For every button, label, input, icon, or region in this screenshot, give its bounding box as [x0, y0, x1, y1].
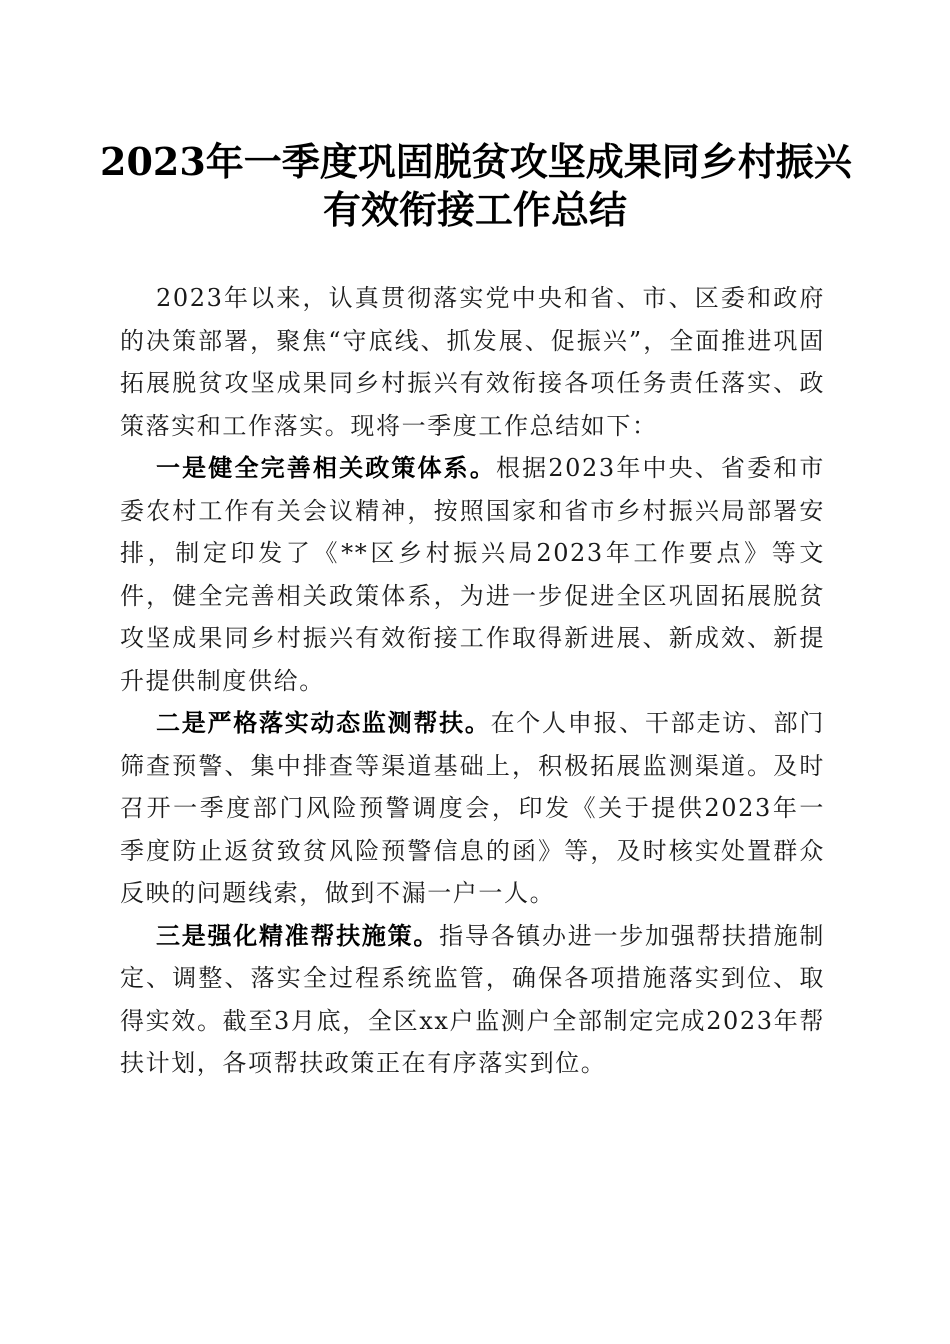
section-heading-2: 二是严格落实动态监测帮扶。 — [156, 708, 491, 737]
section-paragraph-1 — [120, 447, 825, 702]
document-title — [100, 138, 850, 234]
intro-paragraph: 2023年以来，认真贯彻落实党中央和省、市、区委和政府的决策部署，聚焦“守底线、抓发展、促振兴”，全面推进巩固拓展脱贫攻坚成果同乡村振兴有效衔接各项任务责任落实、政策落实和工作落实。现将一季度工作总结如下： — [120, 284, 825, 440]
section-heading-3: 三是强化精准帮扶施策。 — [156, 920, 440, 950]
section-paragraph-3 — [120, 915, 825, 1085]
section-text-1: 根据2023年中央、省委和市委农村工作有关会议精神，按照国家和省市乡村振兴局部署安排，制定印发了《**区乡村振兴局2023年工作要点》等文件，健全完善相关政策体系，为进一步促进全区巩固拓展脱贫攻坚成果同乡村振兴有效衔接工作取得新进展、新成效、新提升提供制度供给。 — [120, 454, 825, 695]
section-text-3: 指导各镇办进一步加强帮扶措施制定、调整、落实全过程系统监管，确保各项措施落实到位、取得实效。截至3月底，全区xx户监测户全部制定完成2023年帮扶计划，各项帮扶政策正在有序落实到位。 — [120, 921, 825, 1077]
title-line-1: 2023年一季度巩固脱贫攻坚成果同乡村振兴 — [100, 139, 852, 184]
section-heading-1: 一是健全完善相关政策体系。 — [156, 453, 496, 482]
document-body — [120, 277, 825, 1085]
section-paragraph-2 — [120, 702, 825, 915]
title-line-2: 有效衔接工作总结 — [322, 187, 627, 232]
section-text-2: 在个人申报、干部走访、部门筛查预警、集中排查等渠道基础上，积极拓展监测渠道。及时召开一季度部门风险预警调度会，印发《关于提供2023年一季度防止返贫致贫风险预警信息的函》等，及时核实处置群众反映的问题线索，做到不漏一户一人。 — [120, 709, 825, 907]
